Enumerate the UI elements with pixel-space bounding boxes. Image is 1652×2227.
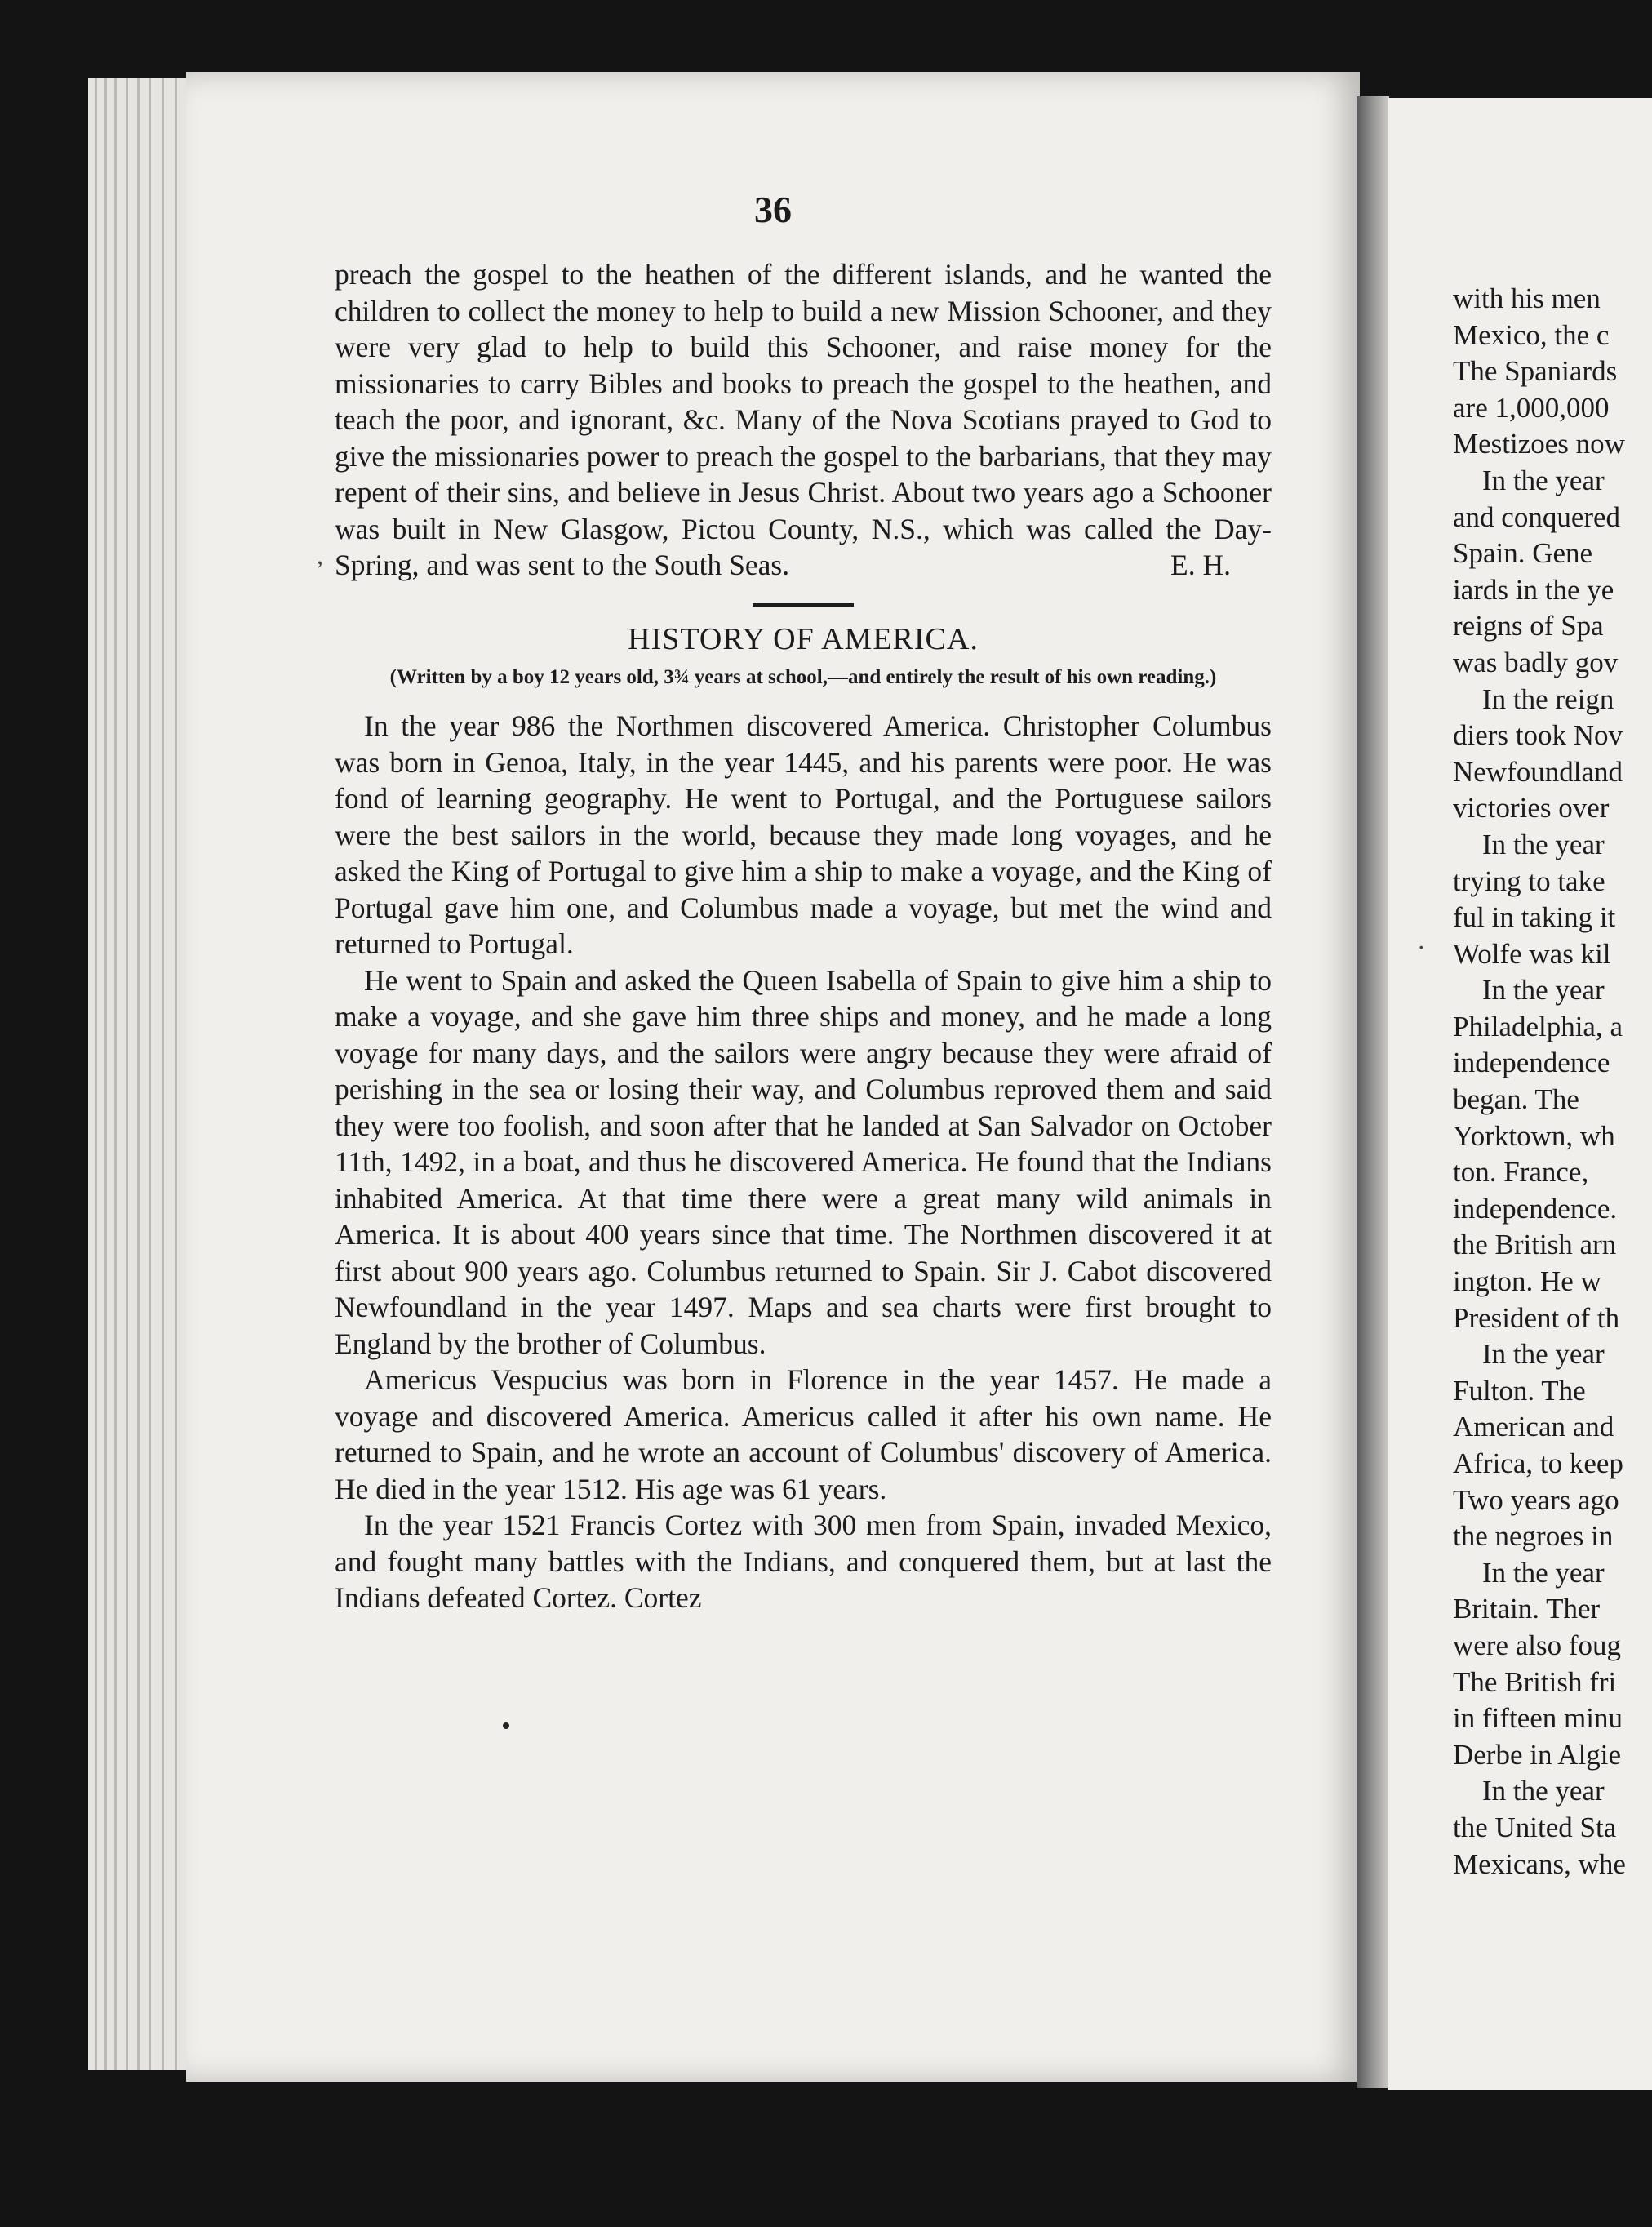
text-line: Newfoundland	[1453, 755, 1623, 788]
text-line: ful in taking it	[1453, 901, 1616, 934]
text-line: diers took Nov	[1453, 719, 1623, 752]
intro-paragraph: preach the gospel to the heathen of the different islands, and he wanted the children to collect the money to help to build a new Mission Schooner, and they were very glad to help to build this Schooner, and raise money for the missionaries to carry Bibles and books to preach the gospel to the heathen, and teach the poor, and ignorant, &c. Many of the Nova Scotians prayed to God to give the missionaries power to preach the gospel to the barbarians, that they may repent of their sins, and believe in Jesus Christ. About two years ago a Schooner was built in New Glasgow, Pictou County, N.S., which was called the Day-Spring, and was sent to the South Seas.	[335, 258, 1272, 581]
text-line: Britain. Ther	[1453, 1593, 1601, 1625]
body-paragraph: He went to Spain and asked the Queen Isabella of Spain to give him a ship to make a voyage, and she gave him three ships and money, and he made a long voyage for many days, and the sailors were angry because they were afraid of perishing in the sea or losing their way, and Columbus reproved them and said they were too foolish, and soon after that he landed at San Salvador on October 11th, 1492, in a boat, and thus he discovered America. He found that the Indians inhabited America. At that time there were a great many wild animals in America. It is about 400 years since that time. The Northmen discovered it at first about 900 years ago. Columbus returned to Spain. Sir J. Cabot discovered Newfoundland in the year 1497. Maps and sea charts were first brought to England by the brother of Columbus.	[335, 963, 1272, 1360]
text-line: Spain. Gene	[1453, 537, 1593, 570]
text-line: In the year	[1482, 1338, 1605, 1371]
text-line: ington. He w	[1453, 1265, 1601, 1298]
text-line: In the year	[1482, 1556, 1605, 1589]
section-divider	[753, 603, 854, 607]
text-line: was badly gov	[1453, 646, 1619, 678]
text-line: iards in the ye	[1453, 573, 1614, 606]
text-line: ton. France,	[1453, 1156, 1589, 1189]
text-line: Two years ago	[1453, 1483, 1619, 1516]
text-line: Mexicans, whe	[1453, 1847, 1626, 1880]
article-heading: HISTORY OF AMERICA.	[628, 621, 979, 656]
body-paragraph: In the year 1521 Francis Cortez with 300 men from Spain, invaded Mexico, and fought many battles with the Indians, and conquered them, but at last the Indians defeated Cortez. Cortez	[335, 1509, 1272, 1614]
text-column	[335, 256, 1272, 1616]
text-line: American and	[1453, 1411, 1614, 1443]
text-line: are 1,000,000	[1453, 391, 1610, 424]
text-line: Derbe in Algie	[1453, 1738, 1622, 1771]
text-line: and conquered	[1453, 500, 1621, 533]
text-line: the negroes in	[1453, 1520, 1614, 1553]
text-line: President of th	[1453, 1301, 1620, 1334]
body-paragraph: In the year 986 the Northmen discovered America. Christopher Columbus was born in Genoa, Italy, in the year 1445, and his parents were poor. He was fond of learning geography. He went to Portugal, and the Portuguese sailors were the best sailors in the world, because they made long voyages, and he asked the King of Portugal to give him a ship to make a voyage, and the King of Portugal gave him one, and Columbus made a voyage, but met the wind and returned to Portugal.	[335, 709, 1272, 960]
signature: E. H.	[1170, 549, 1231, 581]
text-line: In the year	[1482, 974, 1605, 1007]
text-line: Philadelphia, a	[1453, 1010, 1623, 1042]
text-line: In the year	[1482, 1775, 1605, 1807]
text-line: with his men	[1453, 282, 1601, 314]
text-line: Fulton. The	[1453, 1374, 1586, 1407]
page-number: 36	[754, 189, 792, 230]
text-line: began. The	[1453, 1083, 1579, 1116]
text-line: trying to take	[1453, 865, 1605, 897]
text-line: The Spaniards	[1453, 355, 1618, 388]
text-line: the United Sta	[1453, 1811, 1617, 1843]
page-edge-stack	[88, 78, 193, 2070]
text-line: In the year	[1482, 828, 1605, 860]
text-line: Africa, to keep	[1453, 1447, 1623, 1479]
text-line: In the year	[1482, 464, 1605, 496]
text-line: Mestizoes now	[1453, 428, 1625, 460]
right-page	[1388, 98, 1652, 2090]
text-line: In the reign	[1482, 682, 1614, 715]
text-line: the British arn	[1453, 1229, 1617, 1261]
text-line: independence.	[1453, 1192, 1618, 1225]
ink-dot	[503, 1722, 509, 1729]
text-line: reigns of Spa	[1453, 610, 1604, 642]
text-line: independence	[1453, 1047, 1610, 1079]
left-page	[186, 72, 1360, 2082]
text-line: Mexico, the c	[1453, 318, 1610, 351]
text-line: The British fri	[1453, 1665, 1617, 1698]
text-line: Yorktown, wh	[1453, 1119, 1615, 1152]
body-paragraph: Americus Vespucius was born in Florence in the year 1457. He made a voyage and discovered America. Americus called it after his own name. He returned to Spain, and he wrote an account of Columbus' discovery of America. He died in the year 1512. His age was 61 years.	[335, 1363, 1272, 1505]
text-line: in fifteen minu	[1453, 1702, 1623, 1735]
book-gutter	[1357, 96, 1389, 2088]
right-page-text	[1453, 281, 1626, 1883]
text-line: victories over	[1453, 792, 1610, 825]
text-line: Wolfe was kil	[1453, 937, 1611, 970]
text-line: were also foug	[1453, 1629, 1622, 1661]
article-subheading: (Written by a boy 12 years old, 3¾ years at school,—and entirely the result of his own reading.)	[389, 666, 1217, 688]
margin-mark: ,	[317, 540, 323, 570]
margin-mark: ·	[1417, 932, 1426, 962]
